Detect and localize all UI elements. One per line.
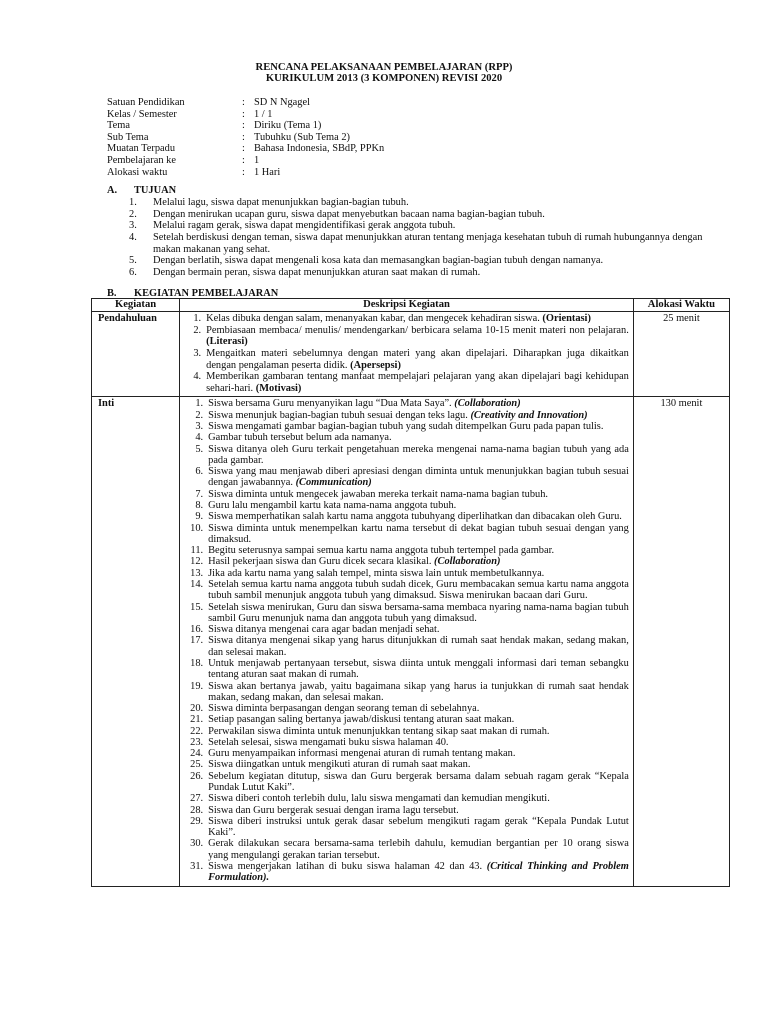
column-header-kegiatan: Kegiatan (92, 299, 180, 312)
activity-step (182, 681, 629, 704)
step-number: 12. (190, 556, 204, 568)
step-text: Siswa ditanya oleh Guru terkait pengetahuan mereka mengenai nama-nama bagian tubuh yang ada pada gambar. (208, 443, 629, 466)
activity-step (182, 748, 629, 759)
document-title: RENCANA PELAKSANAAN PEMBELAJARAN (RPP) (255, 62, 513, 73)
step-description (208, 489, 629, 500)
step-number: 10. (190, 522, 204, 534)
step-text: Siswa mengerjakan latihan di buku siswa halaman 42 dan 43. (208, 861, 483, 873)
step-description (208, 838, 629, 861)
step-number: 4. (193, 371, 202, 383)
step-number: 3. (193, 347, 202, 359)
step-number: 11. (190, 545, 204, 557)
step-description (208, 523, 629, 546)
step-text: Siswa yang mau menjawab diberi apresiasi dengan diminta untuk menunjukkan bagian tubuh sesuai dengan jawabannya. (208, 466, 629, 489)
step-description (208, 511, 629, 522)
step-text: Guru lalu mengambil kartu kata nama-nama anggota tubuh. (208, 500, 457, 512)
step-description (208, 545, 629, 556)
step-tag: (Literasi) (206, 336, 248, 348)
step-text: Setelah siswa menirukan, Guru dan siswa bersama-sama membaca nyaring nama-nama bagian tubuh sambil Guru menunjuk nama dan anggota tubuh yang dimaksud. (208, 601, 629, 624)
step-description (208, 398, 629, 409)
step-number: 6. (195, 466, 204, 478)
info-label: Alokasi waktu (107, 166, 168, 178)
info-value: Tubuhku (Sub Tema 2) (254, 131, 350, 143)
activity-step (182, 759, 629, 770)
table-row (92, 397, 730, 886)
step-description (208, 466, 629, 489)
activity-step (182, 635, 629, 658)
step-text: Siswa diminta untuk menempelkan kartu nama tersebut di dekat bagian tubuh sesuai dengan yang dimaksud. (208, 522, 629, 545)
step-text: Sebelum kegiatan ditutup, siswa dan Guru bergerak bersama dalam sebuah ragam gerak “Kepala Pundak Lutut Kaki”. (208, 770, 629, 794)
info-label: Kelas / Semester (107, 108, 177, 120)
step-description (208, 556, 629, 567)
activity-step (182, 523, 629, 546)
activity-step (182, 579, 629, 602)
step-description (208, 748, 629, 759)
goal-number: 4. (129, 231, 137, 243)
activity-step (182, 726, 629, 737)
phase-name: Pendahuluan (92, 312, 180, 397)
step-text: Gambar tubuh tersebut belum ada namanya. (208, 432, 392, 444)
step-number: 7. (195, 488, 204, 500)
step-description (208, 602, 629, 625)
goal-item (129, 209, 719, 221)
activity-step (182, 556, 629, 567)
step-number: 5. (195, 443, 204, 455)
step-number: 31. (190, 861, 204, 873)
goal-item (129, 232, 719, 255)
step-tag: (Motivasi) (255, 382, 302, 394)
step-number: 1. (193, 313, 202, 324)
step-tag: (Apersepsi) (350, 359, 401, 371)
step-number: 13. (190, 567, 204, 579)
activity-step (182, 489, 629, 500)
goal-number: 3. (129, 220, 137, 232)
activity-step (182, 371, 629, 394)
step-number: 22. (190, 725, 204, 737)
activity-step (182, 602, 629, 625)
info-colon: : (242, 154, 245, 166)
step-tag: (Creativity and Innovation) (470, 409, 588, 421)
goal-number: 6. (129, 266, 137, 278)
step-description (208, 737, 629, 748)
info-label: Tema (107, 120, 130, 132)
step-description (208, 410, 629, 421)
step-text: Pembiasaan membaca/ menulis/ mendengarkan/ berbicara selama 10-15 menit materi non pelajaran. (206, 324, 629, 336)
step-tag: (Communication) (295, 477, 372, 489)
step-text: Siswa ditanya mengenai sikap yang harus ditunjukkan di rumah saat hendak makan, sedang makan, dan selesai makan. (208, 635, 629, 658)
step-text: Gerak dilakukan secara bersama-sama terlebih dahulu, kemudian bergantian per 10 orang siswa yang mengulangi gerakan tarian tersebut. (208, 838, 629, 861)
activity-step (182, 466, 629, 489)
step-text: Perwakilan siswa diminta untuk menunjukkan tentang sikap saat makan di rumah. (208, 725, 550, 737)
info-label: Muatan Terpadu (107, 143, 176, 155)
step-description (208, 500, 629, 511)
time-allocation: 25 menit (633, 312, 729, 397)
step-description (208, 579, 629, 602)
goal-text: Melalui ragam gerak, siswa dapat mengidentifikasi gerak anggota tubuh. (153, 220, 456, 232)
step-text: Siswa diminta berpasangan dengan seorang teman di sebelahnya. (208, 703, 480, 715)
step-text: Siswa memperhatikan salah kartu nama anggota tubuhyang diperlihatkan dan dibacakan oleh Guru. (208, 511, 622, 523)
step-text: Siswa mengamati gambar bagian-bagian tubuh yang sudah ditempelkan Guru pada papan tulis. (208, 421, 604, 433)
activity-step (182, 545, 629, 556)
activity-step (182, 658, 629, 681)
info-row (107, 109, 384, 121)
step-description (208, 444, 629, 467)
step-number: 30. (190, 838, 204, 850)
activity-step (182, 624, 629, 635)
step-text: Siswa dan Guru bergerak sesuai dengan irama lagu tersebut. (208, 804, 459, 816)
step-number: 24. (190, 748, 204, 760)
goal-number: 2. (129, 208, 137, 220)
step-description (208, 726, 629, 737)
activity-step (182, 432, 629, 443)
goal-number: 5. (129, 255, 137, 267)
goal-text: Dengan menirukan ucapan guru, siswa dapat menyebutkan bacaan nama bagian-bagian tubuh. (153, 208, 545, 220)
step-number: 9. (195, 511, 204, 523)
step-description (208, 793, 629, 804)
step-number: 16. (190, 624, 204, 636)
column-header-deskripsi: Deskripsi Kegiatan (180, 299, 634, 312)
activity-step (182, 805, 629, 816)
activity-step (182, 816, 629, 839)
info-row (107, 167, 384, 179)
step-text: Setelah semua kartu nama anggota tubuh sudah dicek, Guru membacakan semua kartu nama anggota tubuh sambil menunjuk anggota tubuh yang dimaksud. Siswa menirukan bacaan dari Guru. (208, 578, 629, 602)
activity-step (182, 325, 629, 348)
goal-item (129, 220, 719, 232)
step-tag: (Collaboration) (454, 398, 521, 410)
step-text: Siswa diberi contoh terlebih dulu, lalu siswa mengamati dan kemudian mengikuti. (208, 793, 550, 805)
step-text: Siswa bersama Guru menyanyikan lagu “Dua Mata Saya”. (208, 398, 452, 410)
activity-step (182, 793, 629, 804)
step-text: Memberikan gambaran tentang manfaat mempelajari pelajaran yang akan dipelajari bagi kehidupan sehari-hari. (206, 371, 629, 394)
step-number: 20. (190, 703, 204, 715)
activity-step (182, 838, 629, 861)
step-number: 15. (190, 601, 204, 613)
step-text: Siswa ditanya mengenai cara agar badan menjadi sehat. (208, 624, 440, 636)
info-value: 1 / 1 (254, 108, 273, 120)
step-number: 19. (190, 680, 204, 692)
step-number: 4. (195, 432, 204, 444)
goal-text: Melalui lagu, siswa dapat menunjukkan bagian-bagian tubuh. (153, 197, 409, 208)
step-description (206, 348, 629, 371)
step-description (208, 861, 629, 884)
step-description (208, 624, 629, 635)
step-description (208, 703, 629, 714)
goal-text: Setelah berdiskusi dengan teman, siswa dapat menunjukkan aturan tentang menjaga kesehatan tubuh di rumah hubungannya dengan makan makanan yang sehat. (153, 231, 703, 255)
step-number: 2. (195, 409, 204, 421)
step-description (208, 421, 629, 432)
step-number: 17. (190, 635, 204, 647)
step-number: 2. (193, 324, 202, 336)
activity-step (182, 737, 629, 748)
activity-step (182, 771, 629, 794)
step-number: 18. (190, 657, 204, 669)
activity-step (182, 511, 629, 522)
info-colon: : (242, 143, 245, 155)
step-description (206, 371, 629, 394)
step-description (208, 635, 629, 658)
step-text: Jika ada kartu nama yang salah tempel, minta siswa lain untuk membetulkannya. (208, 567, 545, 579)
activity-step (182, 421, 629, 432)
info-colon: : (242, 97, 245, 108)
step-number: 25. (190, 759, 204, 771)
info-value: Diriku (Tema 1) (254, 120, 322, 132)
step-tag: (Collaboration) (434, 556, 501, 568)
step-text: Setiap pasangan saling bertanya jawab/diskusi tentang aturan saat makan. (208, 714, 515, 726)
activity-step (182, 568, 629, 579)
activity-steps (180, 312, 634, 397)
table-header-row (92, 299, 730, 312)
info-row (107, 97, 384, 109)
step-tag: (Critical Thinking and Problem Formulation). (208, 861, 629, 884)
section-a-heading: A. TUJUAN (107, 185, 177, 196)
info-row (107, 143, 384, 155)
info-row (107, 132, 384, 144)
step-number: 3. (195, 421, 204, 433)
step-text: Kelas dibuka dengan salam, menanyakan kabar, dan mengecek kehadiran siswa. (206, 313, 540, 324)
goal-item (129, 197, 719, 209)
step-number: 8. (195, 500, 204, 512)
info-row (107, 120, 384, 132)
goal-number: 1. (129, 197, 137, 208)
goal-item (129, 267, 719, 279)
goal-text: Dengan berlatih, siswa dapat mengenali kosa kata dan memasangkan bagian-bagian tubuh dengan namanya. (153, 255, 604, 267)
step-number: 21. (190, 714, 204, 726)
step-text: Mengaitkan materi sebelumnya dengan materi yang akan dipelajari. Diharapkan juga dikaitkan dengan pengalaman peserta didik. (206, 347, 629, 371)
info-label: Pembelajaran ke (107, 154, 176, 166)
info-value: 1 (254, 154, 260, 166)
step-text: Begitu seterusnya sampai semua kartu nama anggota tubuh tertempel pada gambar. (208, 545, 555, 557)
step-description (208, 805, 629, 816)
info-colon: : (242, 131, 245, 143)
activity-step (182, 348, 629, 371)
time-allocation: 130 menit (633, 397, 729, 886)
step-number: 27. (190, 793, 204, 805)
activity-step (182, 398, 629, 409)
step-description (208, 681, 629, 704)
step-text: Guru menyampaikan informasi mengenai aturan di rumah tentang makan. (208, 748, 516, 760)
step-text: Siswa diingatkan untuk mengikuti aturan di rumah saat makan. (208, 759, 471, 771)
step-number: 1. (195, 398, 204, 410)
document-subtitle: KURIKULUM 2013 (3 KOMPONEN) REVISI 2020 (265, 73, 503, 84)
info-label: Satuan Pendidikan (107, 97, 185, 108)
activity-step (182, 500, 629, 511)
goals-list (129, 197, 719, 278)
step-description (208, 432, 629, 443)
step-number: 29. (190, 815, 204, 827)
phase-name: Inti (92, 397, 180, 886)
step-text: Siswa diberi instruksi untuk gerak dasar sebelum mengikuti ragam gerak “Kepala Pundak Lutut Kaki”. (208, 815, 629, 839)
info-colon: : (242, 120, 245, 132)
step-description (208, 759, 629, 770)
activity-step (182, 714, 629, 725)
step-number: 26. (190, 770, 204, 782)
activity-step (182, 313, 629, 325)
step-description (208, 658, 629, 681)
step-description (208, 771, 629, 794)
step-number: 28. (190, 804, 204, 816)
activity-step (182, 410, 629, 421)
step-description (208, 714, 629, 725)
info-colon: : (242, 108, 245, 120)
step-text: Untuk menjawab pertanyaan tersebut, siswa diinta untuk menggali informasi dari teman sebangku tentang aturan saat makan di rumah. (208, 657, 629, 681)
identity-block (107, 97, 384, 178)
table-row (92, 312, 730, 397)
step-text: Siswa menunjuk bagian-bagian tubuh sesuai dengan teks lagu. (208, 409, 468, 421)
info-value: 1 Hari (254, 166, 281, 178)
goal-item (129, 255, 719, 267)
step-text: Siswa akan bertanya jawab, yaitu bagaimana sikap yang harus ia tunjukkan di rumah saat hendak makan, sedang makan, dan selesai makan. (208, 680, 629, 703)
step-description (206, 325, 629, 348)
activity-step (182, 861, 629, 884)
activity-step (182, 444, 629, 467)
step-text: Hasil pekerjaan siswa dan Guru dicek secara klasikal. (208, 556, 432, 568)
info-colon: : (242, 166, 245, 178)
step-number: 14. (190, 578, 204, 590)
activities-table (91, 298, 730, 887)
step-tag: (Orientasi) (542, 313, 591, 324)
step-number: 23. (190, 736, 204, 748)
info-value: SD N Ngagel (254, 97, 310, 108)
activity-steps (180, 397, 634, 886)
activity-step (182, 703, 629, 714)
info-value: Bahasa Indonesia, SBdP, PPKn (254, 143, 385, 155)
goal-text: Dengan bermain peran, siswa dapat menunjukkan aturan saat makan di rumah. (153, 266, 481, 278)
step-text: Setelah selesai, siswa mengamati buku siswa halaman 40. (208, 736, 449, 748)
info-label: Sub Tema (107, 131, 149, 143)
step-description (208, 816, 629, 839)
section-b-heading: B. KEGIATAN PEMBELAJARAN (107, 288, 279, 299)
step-text: Siswa diminta untuk mengecek jawaban mereka terkait nama-nama bagian tubuh. (208, 488, 549, 500)
step-description (206, 313, 629, 325)
column-header-alokasi: Alokasi Waktu (633, 299, 729, 312)
step-description (208, 568, 629, 579)
info-row (107, 155, 384, 167)
